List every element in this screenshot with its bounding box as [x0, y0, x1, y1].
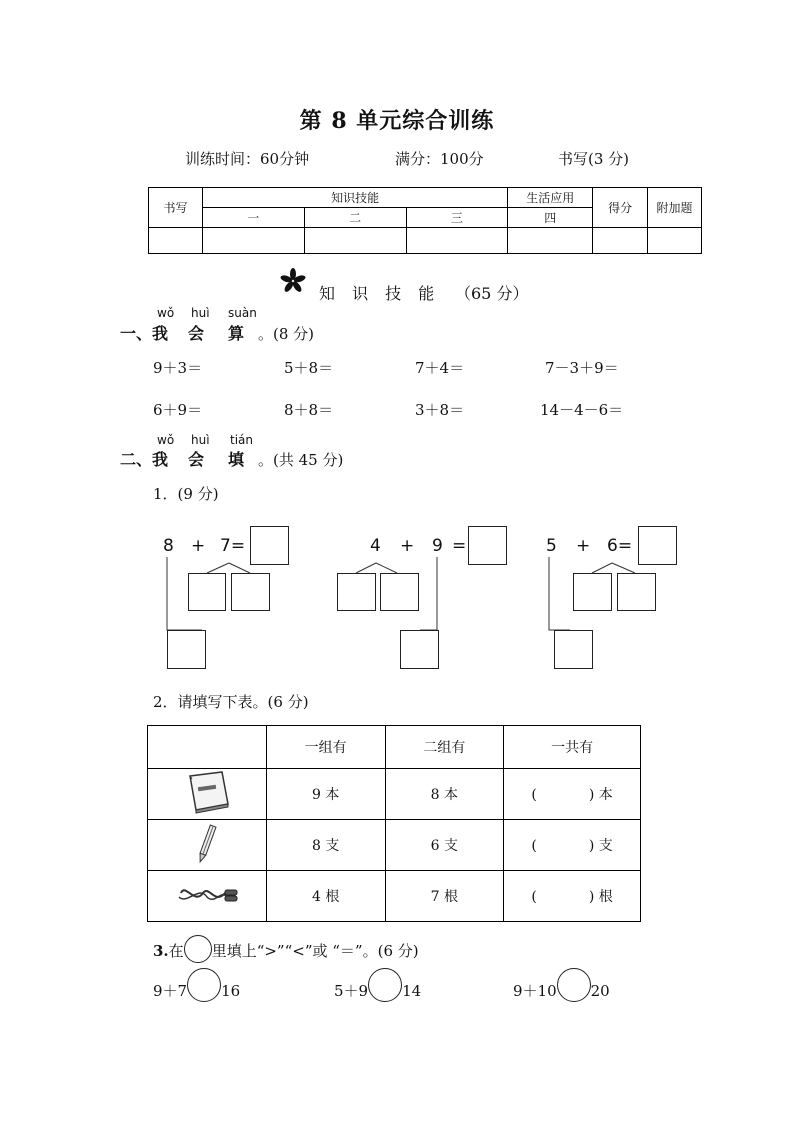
compare-circle[interactable]	[557, 968, 591, 1002]
score-header-extra: 附加题	[648, 188, 702, 228]
book-cell	[148, 769, 267, 820]
eq2-operator: +	[400, 536, 415, 556]
paren-open: (	[531, 838, 537, 854]
sub3-number: 3.	[153, 942, 169, 960]
book-icon	[182, 770, 232, 814]
eq2-operand: 9	[432, 536, 443, 556]
sub3-text-b: 里填上“>”“<”或 “＝”。(6 分)	[211, 942, 419, 960]
score-col-3: 三	[406, 208, 508, 228]
score-header-total: 得分	[593, 188, 648, 228]
score-cell[interactable]	[304, 228, 406, 254]
calc-item: 9＋3＝	[153, 359, 203, 377]
table-cell: 7 根	[385, 871, 504, 922]
table-cell: 8 支	[266, 820, 385, 871]
writing-score-info: 书写(3 分)	[558, 150, 630, 168]
compare-right: 20	[590, 982, 610, 1000]
q2-char: 我	[152, 450, 169, 469]
score-cell[interactable]	[648, 228, 702, 254]
answer-box[interactable]	[400, 630, 439, 669]
eq1-operand: 8	[163, 536, 174, 556]
pinyin-wo: wǒ	[157, 306, 175, 320]
jump-rope-icon	[175, 879, 239, 909]
page-title: 第 8 单元综合训练	[299, 108, 495, 134]
score-cell[interactable]	[406, 228, 508, 254]
fill-table	[147, 725, 641, 922]
answer-box[interactable]	[380, 573, 419, 611]
pencil-cell	[148, 820, 267, 871]
table-cell: 8 本	[385, 769, 504, 820]
calc-item: 7－3＋9＝	[545, 359, 619, 377]
sub3-text-a: 在	[168, 942, 184, 960]
answer-box[interactable]	[638, 526, 677, 565]
pinyin-hui: huì	[191, 306, 210, 320]
fill-header: 二组有	[385, 726, 504, 769]
q2-number: 二、	[120, 450, 153, 469]
full-score-info: 满分：100分	[395, 150, 484, 168]
compare-item	[153, 980, 240, 1002]
sub-question-3	[153, 940, 419, 963]
paren-open: (	[531, 889, 537, 905]
compare-left: 9＋7	[153, 982, 188, 1000]
eq3-operand: 5	[546, 536, 557, 556]
answer-box[interactable]	[573, 573, 612, 611]
eq2-operand: 4	[370, 536, 381, 556]
compare-item	[334, 980, 421, 1002]
unit: ) 支	[588, 838, 613, 854]
answer-cell[interactable]	[504, 769, 641, 820]
calc-item: 14－4－6＝	[540, 401, 624, 419]
score-header-life: 生活应用	[508, 188, 593, 208]
fill-header-empty	[148, 726, 267, 769]
calc-item: 8＋8＝	[284, 401, 334, 419]
q1-char: 会	[188, 324, 205, 343]
q2-char: 填	[228, 450, 245, 469]
answer-box[interactable]	[617, 573, 656, 611]
q2-char: 会	[188, 450, 205, 469]
calc-item: 3＋8＝	[415, 401, 465, 419]
paren-open: (	[531, 787, 537, 803]
answer-box[interactable]	[554, 630, 593, 669]
pinyin-hui: huì	[191, 433, 210, 447]
score-table	[148, 187, 702, 254]
q2-score: 。(共 45 分)	[258, 451, 344, 469]
calc-item: 5＋8＝	[284, 359, 334, 377]
eq3-operand: 6=	[607, 536, 633, 556]
time-info: 训练时间：60分钟	[185, 150, 310, 168]
calc-item: 6＋9＝	[153, 401, 203, 419]
score-cell[interactable]	[149, 228, 203, 254]
rope-cell	[148, 871, 267, 922]
unit: ) 根	[588, 889, 613, 905]
table-cell: 9 本	[266, 769, 385, 820]
score-cell[interactable]	[202, 228, 304, 254]
q1-number: 一、	[120, 324, 153, 343]
compare-left: 9＋10	[513, 982, 557, 1000]
sub-question-2: 2．请填写下表。(6 分)	[153, 693, 309, 711]
answer-cell[interactable]	[504, 871, 641, 922]
answer-box[interactable]	[167, 630, 206, 669]
q1-char: 我	[152, 324, 169, 343]
score-col-4: 四	[508, 208, 593, 228]
compare-item	[513, 980, 610, 1002]
compare-right: 16	[221, 982, 241, 1000]
q2-heading	[120, 447, 343, 470]
fill-header: 一共有	[504, 726, 641, 769]
score-cell[interactable]	[593, 228, 648, 254]
section-score: （65 分）	[455, 284, 529, 303]
score-col-1: 一	[202, 208, 304, 228]
eq1-operator: +	[191, 536, 206, 556]
q1-char: 算	[228, 324, 245, 343]
q1-heading	[120, 321, 314, 344]
flower-icon	[280, 268, 306, 294]
pinyin-wo: wǒ	[157, 433, 175, 447]
eq2-equals: =	[452, 536, 467, 556]
unit: ) 本	[588, 787, 613, 803]
compare-circle[interactable]	[187, 968, 221, 1002]
score-cell[interactable]	[508, 228, 593, 254]
pinyin-tian: tián	[230, 433, 253, 447]
answer-box[interactable]	[188, 573, 226, 611]
answer-box[interactable]	[231, 573, 270, 611]
compare-circle[interactable]	[368, 968, 402, 1002]
table-cell: 4 根	[266, 871, 385, 922]
eq3-operator: +	[576, 536, 591, 556]
pencil-icon	[192, 821, 222, 865]
compare-right: 14	[402, 982, 422, 1000]
answer-cell[interactable]	[504, 820, 641, 871]
circle-icon	[184, 935, 212, 963]
answer-box[interactable]	[468, 526, 507, 565]
score-header-writing: 书写	[149, 188, 203, 228]
fill-header: 一组有	[266, 726, 385, 769]
answer-box[interactable]	[250, 526, 289, 565]
eq1-operand: 7=	[220, 536, 246, 556]
table-cell: 6 支	[385, 820, 504, 871]
sub-question-1: 1．(9 分)	[153, 485, 219, 503]
compare-left: 5＋9	[334, 982, 369, 1000]
score-header-knowledge: 知识技能	[202, 188, 507, 208]
section-title: 知 识 技 能	[319, 284, 441, 303]
pinyin-suan: suàn	[228, 306, 257, 320]
score-col-2: 二	[304, 208, 406, 228]
calc-item: 7＋4＝	[415, 359, 465, 377]
answer-box[interactable]	[337, 573, 376, 611]
q1-score: 。(8 分)	[258, 325, 315, 343]
